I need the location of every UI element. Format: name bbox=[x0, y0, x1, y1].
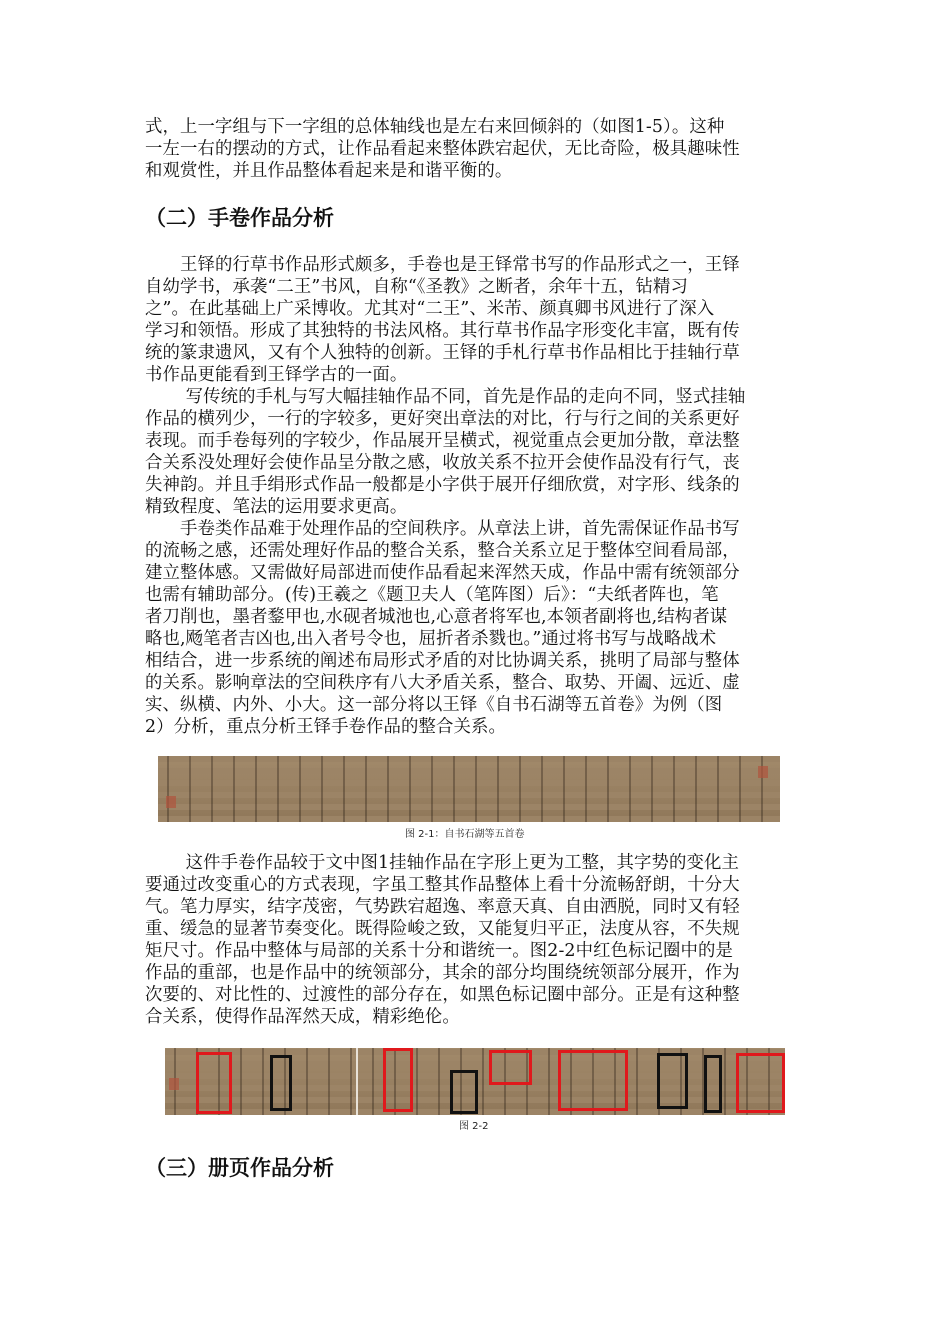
figure-2-2-annotated-image bbox=[165, 1048, 785, 1115]
text-line: 建立整体感。又需做好局部进而使作品看起来浑然天成，作品中需有统领部分 bbox=[145, 563, 740, 583]
text-line: 合关系没处理好会使作品呈分散之感，收放关系不拉开会使作品没有行气，丧 bbox=[145, 453, 740, 473]
red-mark-box bbox=[196, 1052, 232, 1114]
text-line: 实、纵横、内外、小大。这一部分将以王铎《自书石湖等五首卷》为例（图 bbox=[145, 695, 723, 715]
red-mark-box bbox=[736, 1053, 785, 1113]
text-line: 精致程度、笔法的运用要求更高。 bbox=[145, 497, 408, 517]
text-line: 的流畅之感，还需处理好作品的整合关系，整合关系立足于整体空间看局部， bbox=[145, 541, 740, 561]
section-heading-handscroll: （二）手卷作品分析 bbox=[145, 206, 334, 230]
text-line: 自幼学书，承袭“二王”书风，自称“《圣教》之断者，余年十五，钻精习 bbox=[145, 277, 688, 297]
image-divider bbox=[356, 1048, 358, 1115]
text-line: 作品的重部，也是作品中的统领部分，其余的部分均围绕统领部分展开，作为 bbox=[145, 963, 740, 983]
text-line: 者刀削也，墨者鍪甲也,水砚者城池也,心意者将军也,本领者副将也,结构者谋 bbox=[145, 607, 728, 627]
paragraph-4 bbox=[145, 518, 815, 738]
text-line: 相结合，进一步系统的阐述布局形式矛盾的对比协调关系，挑明了局部与整体 bbox=[145, 651, 740, 671]
text-line: 合关系，使得作品浑然天成，精彩绝伦。 bbox=[145, 1007, 460, 1027]
black-mark-box bbox=[270, 1055, 292, 1111]
seal-stamp bbox=[758, 766, 768, 778]
text-line: 一左一右的摆动的方式，让作品看起来整体跌宕起伏，无比奇险，极具趣味性 bbox=[145, 139, 740, 159]
paragraph-2 bbox=[145, 254, 815, 386]
black-mark-box bbox=[450, 1070, 478, 1114]
text-line: 学习和领悟。形成了其独特的书法风格。其行草书作品字形变化丰富，既有传 bbox=[145, 321, 740, 341]
text-line: 矩尺寸。作品中整体与局部的关系十分和谐统一。图2-2中红色标记圈中的是 bbox=[145, 941, 734, 961]
figure-2-1-calligraphy-image bbox=[158, 756, 780, 822]
text-line: 和观赏性，并且作品整体看起来是和谐平衡的。 bbox=[145, 161, 513, 181]
section-heading-album: （三）册页作品分析 bbox=[145, 1156, 334, 1180]
red-mark-box bbox=[558, 1050, 628, 1111]
text-line: 气。笔力厚实，结字茂密，气势跌宕超逸、率意天真、自由洒脱，同时又有轻 bbox=[145, 897, 740, 917]
text-line: 次要的、对比性的、过渡性的部分存在，如黑色标记圈中部分。正是有这种整 bbox=[145, 985, 740, 1005]
text-line: 的关系。影响章法的空间秩序有八大矛盾关系，整合、取势、开阖、远近、虚 bbox=[145, 673, 740, 693]
text-line: 失神韵。并且手绢形式作品一般都是小字供于展开仔细欣赏，对字形、线条的 bbox=[145, 475, 740, 495]
seal-stamp bbox=[166, 796, 176, 808]
red-mark-box bbox=[489, 1050, 532, 1085]
paragraph-3 bbox=[145, 386, 815, 518]
paragraph-5 bbox=[145, 852, 815, 1028]
text-line: 书作品更能看到王铎学古的一面。 bbox=[145, 365, 408, 385]
figure-2-1-caption: 图 2-1：自书石湖等五首卷 bbox=[405, 829, 525, 840]
text-line: 要通过改变重心的方式表现，字虽工整其作品整体上看十分流畅舒朗，十分大 bbox=[145, 875, 740, 895]
text-line: 王铎的行草书作品形式颇多，手卷也是王铎常书写的作品形式之一，王铎 bbox=[145, 255, 740, 275]
text-line: 略也,飏笔者吉凶也,出入者号令也，屈折者杀戮也。”通过将书写与战略战术 bbox=[145, 629, 717, 649]
text-line: 统的篆隶遗风，又有个人独特的创新。王铎的手札行草书作品相比于挂轴行草 bbox=[145, 343, 740, 363]
text-line: 作品的横列少，一行的字较多，更好突出章法的对比，行与行之间的关系更好 bbox=[145, 409, 740, 429]
text-line: 2）分析，重点分析王铎手卷作品的整合关系。 bbox=[145, 717, 506, 737]
text-line: 重、缓急的显著节奏变化。既得险峻之致，又能复归平正，法度从容，不失规 bbox=[145, 919, 740, 939]
black-mark-box bbox=[657, 1053, 688, 1109]
text-line: 写传统的手札与写大幅挂轴作品不同，首先是作品的走向不同，竖式挂轴 bbox=[145, 387, 746, 407]
text-line: 表现。而手卷每列的字较少，作品展开呈横式，视觉重点会更加分散，章法整 bbox=[145, 431, 740, 451]
figure-2-2-caption: 图 2-2 bbox=[459, 1121, 489, 1132]
text-line: 也需有辅助部分。(传)王羲之《题卫夫人（笔阵图）后》：“夫纸者阵也，笔 bbox=[145, 585, 719, 605]
text-line: 这件手卷作品较于文中图1挂轴作品在字形上更为工整，其字势的变化主 bbox=[145, 853, 739, 873]
paragraph-1 bbox=[145, 116, 815, 182]
text-line: 之”。在此基础上广采博收。尤其对“二王”、米芾、颜真卿书风进行了深入 bbox=[145, 299, 715, 319]
seal-stamp bbox=[169, 1078, 179, 1090]
black-mark-box bbox=[704, 1055, 722, 1113]
text-line: 式，上一字组与下一字组的总体轴线也是左右来回倾斜的（如图1-5）。这种 bbox=[145, 117, 725, 137]
red-mark-box bbox=[383, 1048, 413, 1112]
text-line: 手卷类作品难于处理作品的空间秩序。从章法上讲，首先需保证作品书写 bbox=[145, 519, 740, 539]
